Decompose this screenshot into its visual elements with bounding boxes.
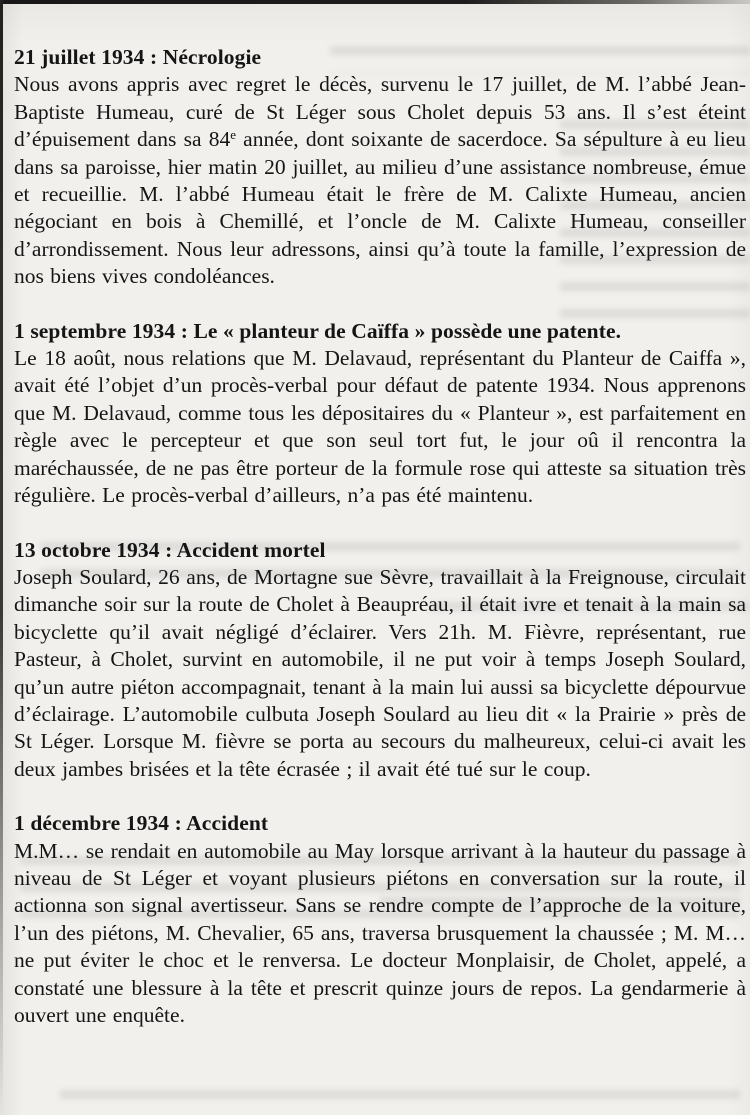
entry-heading: 13 octobre 1934 : Accident mortel xyxy=(14,537,326,562)
news-entry-necrologie xyxy=(14,44,746,291)
ordinal-superscript: e xyxy=(230,127,236,143)
entry-heading: 1 décembre 1934 : Accident xyxy=(14,811,269,836)
entry-body xyxy=(14,838,746,1030)
news-entry-planteur-caiffa xyxy=(14,318,746,510)
entry-heading: 21 juillet 1934 : Nécrologie xyxy=(14,45,262,69)
entry-body-text: Joseph Soulard, 26 ans, de Mortagne sue Sèvre, travaillait à la Freignouse, circulait dimanche soir sur la route de Cholet à Beaupréau, il était ivre et tenait à la main sa bicyclette qu’il avait négligé d’éclairer. Vers 21h. M. Fièvre, représentant, rue Pasteur, à Cholet, survint en automobile, il ne put voir à temps Joseph Soulard, qu’un autre piéton accompagnait, tenant à la main lui aussi sa bicyclette dépourvue d’éclairage. L’automobile culbuta Joseph Soulard au lieu dit « la Prairie » près de St Léger. Lorsque M. fièvre se porta au secours du malheureux, celui-ci avait les deux jambes brisées et la tête écrasée ; il avait été tué sur le coup. xyxy=(14,564,746,781)
entry-heading: 1 septembre 1934 : Le « planteur de Caïffa » possède une patente. xyxy=(14,318,622,343)
entry-body xyxy=(14,345,746,509)
entry-body-text: Nous avons appris avec regret le décès, survenu le 17 juillet, de M. l’abbé Jean-Baptiste Humeau, curé de St Léger sous Cholet depuis 53 ans. Il s’est éteint d’épuisement dans sa 84 xyxy=(14,72,746,152)
entry-body-text: année, dont soixante de sacerdoce. Sa sépulture à eu lieu dans sa paroisse, hier matin 20 juillet, au milieu d’une assistance nombreuse, émue et recueillie. M. l’abbé Humeau était le frère de M. Calixte Humeau, ancien négociant en bois à Chemillé, et l’oncle de M. Calixte Humeau, conseiller d’arrondissement. Nous leur adressons, ainsi qu’à toute la famille, l’expression de nos biens vives condoléances. xyxy=(14,127,746,289)
entry-body xyxy=(14,71,746,290)
entry-body xyxy=(14,564,746,783)
news-entry-accident xyxy=(14,810,746,1029)
entry-body-text: Le 18 août, nous relations que M. Delavaud, représentant du Planteur de Caiffa », avait été l’objet d’un procès-verbal pour défaut de patente 1934. Nous apprenons que M. Delavaud, comme tous les dépositaires du « Planteur », est parfaitement en règle avec le percepteur et que son seul tort fut, le jour oû il rencontra la maréchaussée, de ne pas être porteur de la formule rose qui atteste sa situation très régulière. Le procès-verbal d’ailleurs, n’a pas été maintenu. xyxy=(14,346,746,508)
entry-body-text: M.M… se rendait en automobile au May lorsque arrivant à la hauteur du passage à niveau de St Léger et voyant plusieurs piétons en conversation sur la route, il actionna son signal avertisseur. Sans se rendre compte de l’approche de la voiture, l’un des piétons, M. Chevalier, 65 ans, traversa brusquement la chaussée ; M. M… ne put éviter le choc et le renversa. Le docteur Monplaisir, de Cholet, appelé, a constaté une blessure à la tête et prescrit quinze jours de repos. La gendarmerie à ouvert une enquête. xyxy=(14,838,746,1027)
news-entry-accident-mortel xyxy=(14,537,746,784)
